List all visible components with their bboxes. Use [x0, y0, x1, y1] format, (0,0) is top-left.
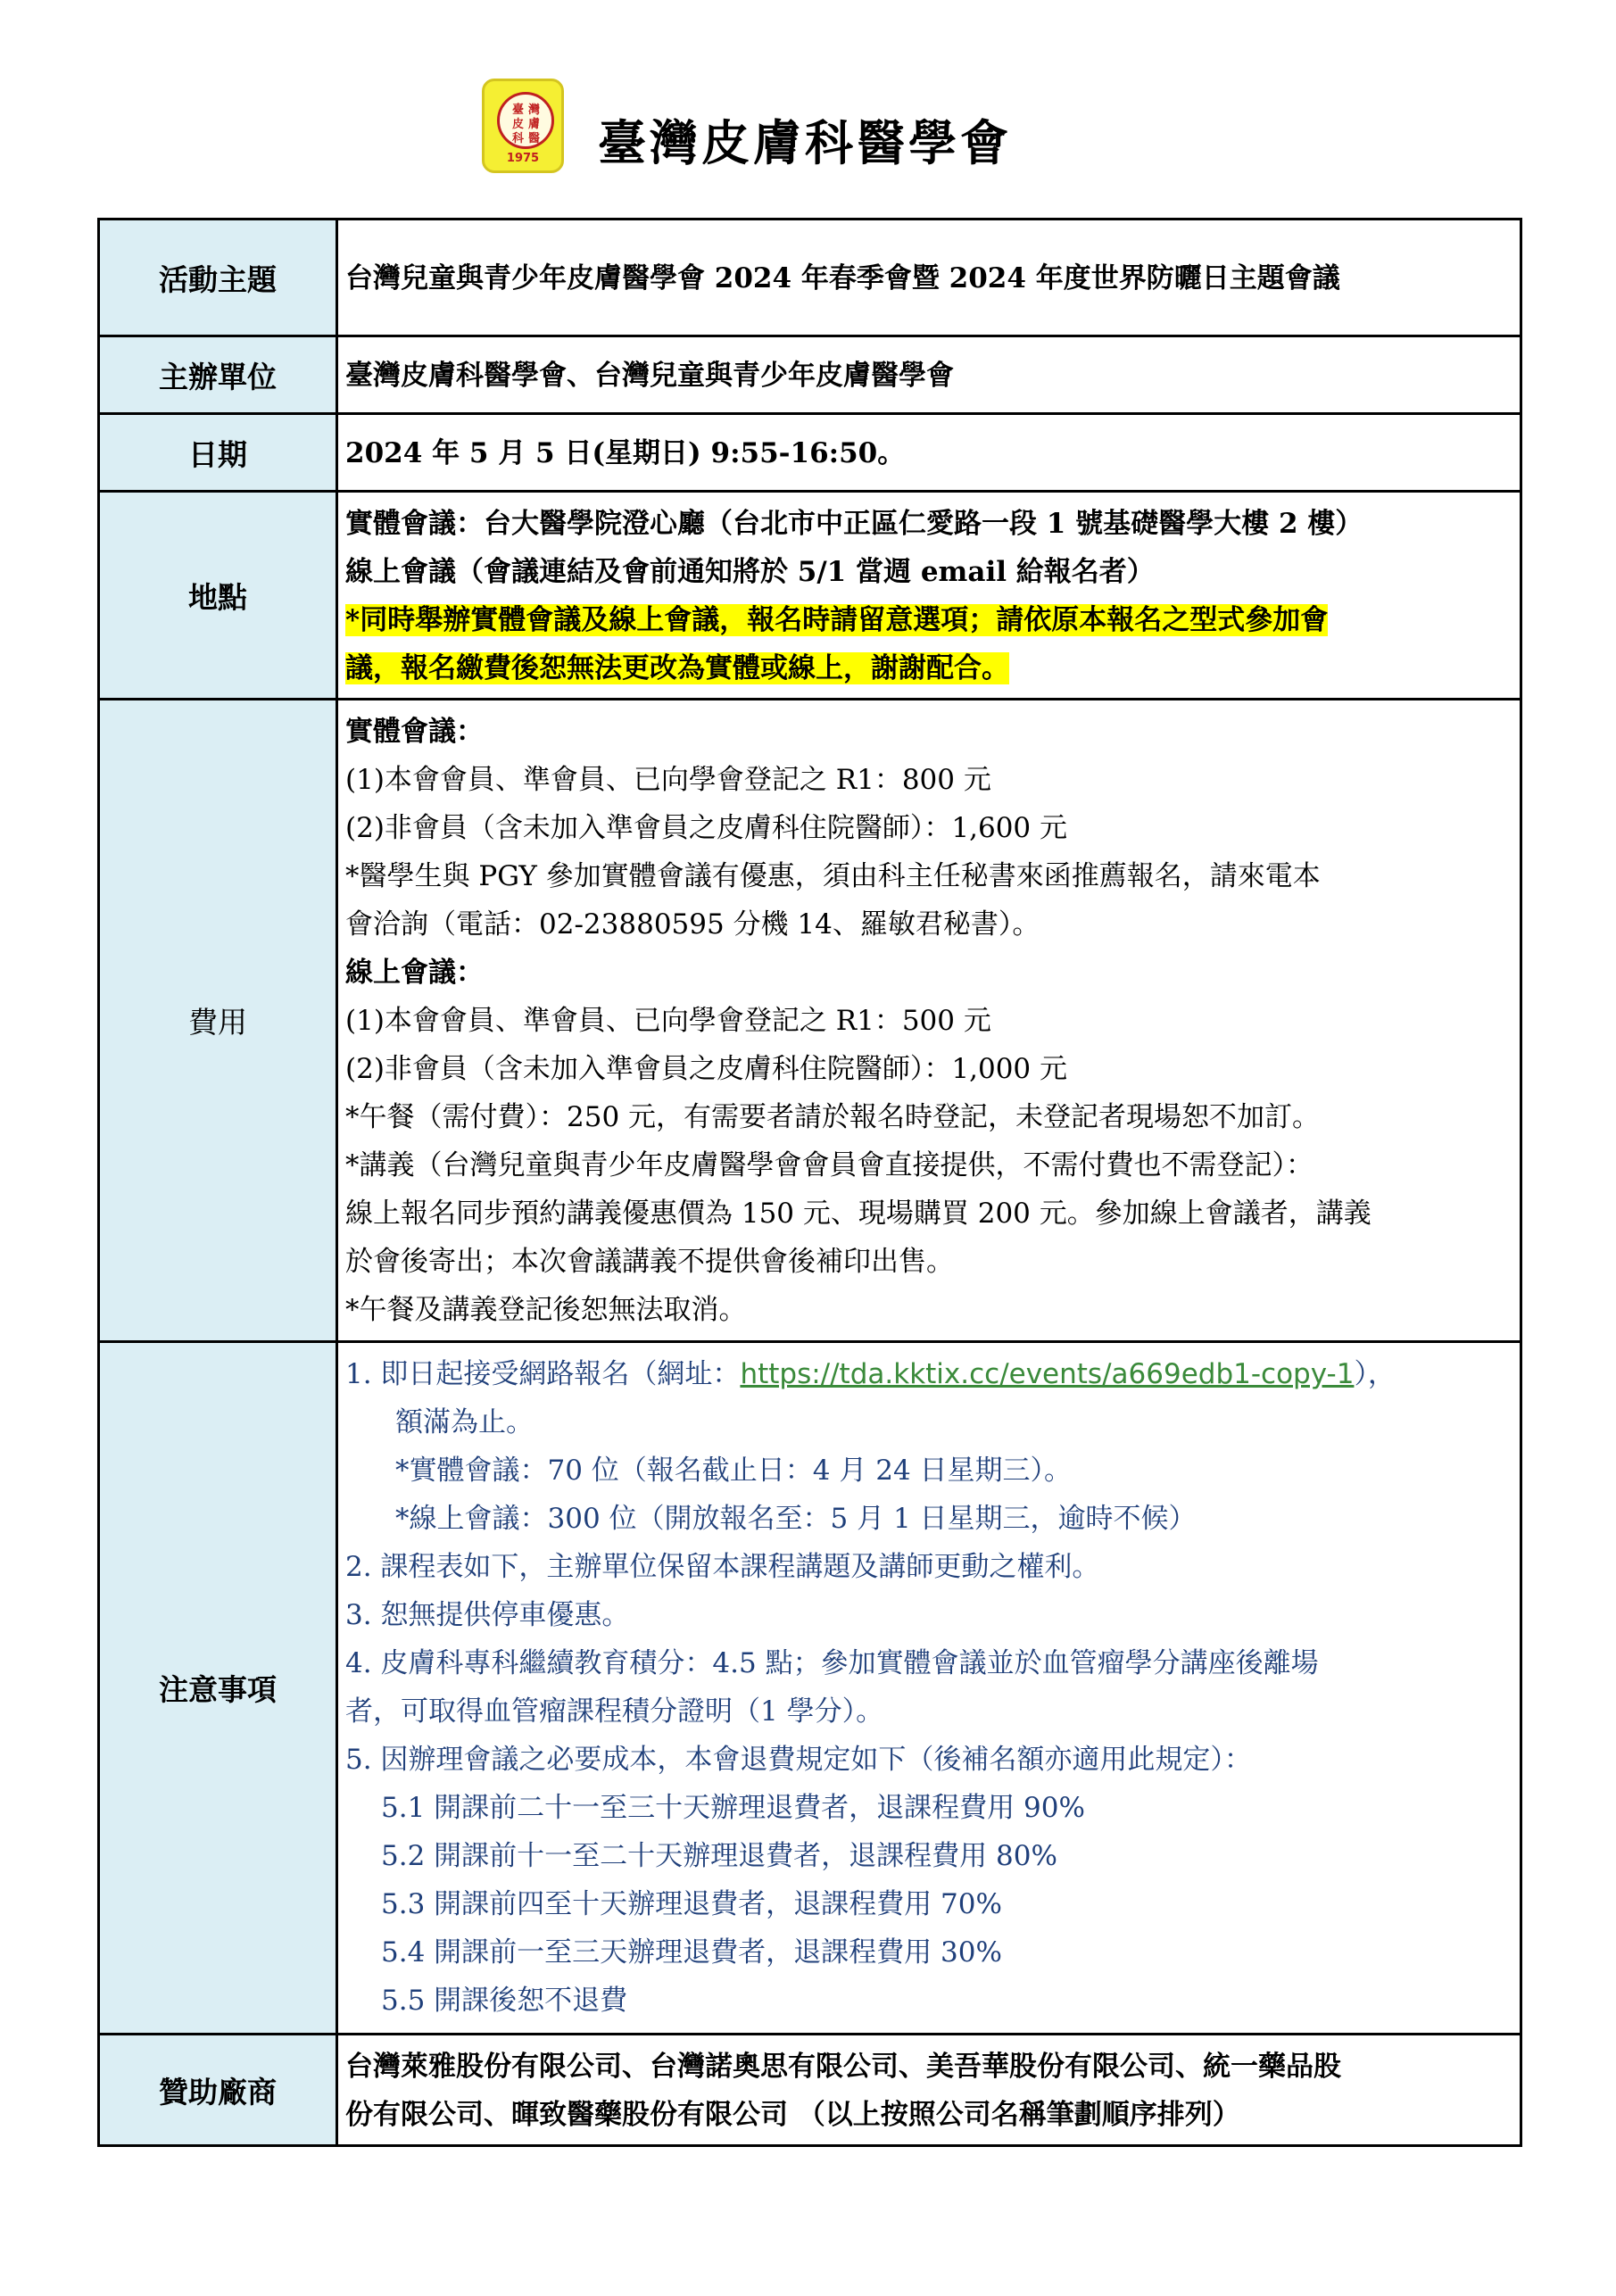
- row-date: [99, 414, 1521, 492]
- logo-char: 醫: [528, 132, 541, 145]
- logo-char: 灣: [528, 104, 541, 117]
- logo-seal: [497, 92, 554, 149]
- note-1-physical-quota: *實體會議：70 位（報名截止日：4 月 24 日星期三）。: [395, 1455, 1073, 1487]
- organization-title: 臺灣皮膚科醫學會: [598, 114, 1012, 171]
- location-physical: 實體會議：台大醫學院澄心廳（台北市中正區仁愛路一段 1 號基礎醫學大樓 2 樓）: [345, 508, 1363, 540]
- fee-lunch: *午餐（需付費）：250 元，有需要者請於報名時登記，未登記者現場恕不加訂。: [345, 1101, 1321, 1133]
- refund-rule-1: 5.1 開課前二十一至三十天辦理退費者，退課程費用 90%: [381, 1792, 1085, 1824]
- date-value: 2024 年 5 月 5 日(星期日) 9:55-16:50。: [337, 414, 1521, 492]
- row-topic: [99, 220, 1521, 336]
- fee-physical-nonmember: (2)非會員（含未加入準會員之皮膚科住院醫師）：1,600 元: [345, 812, 1068, 844]
- fee-online-title: 線上會議：: [345, 957, 484, 989]
- refund-rule-2: 5.2 開課前十一至二十天辦理退費者，退課程費用 80%: [381, 1840, 1057, 1872]
- fee-physical-note: *醫學生與 PGY 參加實體會議有優惠，須由科主任秘書來函推薦報名，請來電本: [345, 860, 1321, 892]
- row-organizer: [99, 336, 1521, 414]
- note-1-cont: 額滿為止。: [395, 1406, 534, 1438]
- note-4: 4. 皮膚科專科繼續教育積分：4.5 點；參加實體會議並於血管瘤學分講座後離場: [345, 1647, 1319, 1679]
- refund-rule-3: 5.3 開課前四至十天辦理退費者，退課程費用 70%: [381, 1888, 1002, 1920]
- sponsors-value: [337, 2035, 1521, 2146]
- row-fee: [99, 700, 1521, 1342]
- refund-rule-4: 5.4 開課前一至三天辦理退費者，退課程費用 30%: [381, 1936, 1002, 1969]
- note-2: 2. 課程表如下，主辦單位保留本課程講題及講師更動之權利。: [345, 1551, 1100, 1583]
- notes-value: [337, 1342, 1521, 2035]
- fee-value: [337, 700, 1521, 1342]
- logo-year: 1975: [506, 152, 540, 165]
- topic-label: 活動主題: [99, 220, 337, 336]
- location-online: 線上會議（會議連結及會前通知將於 5/1 當週 email 給報名者）: [345, 556, 1155, 588]
- fee-cancel-note: *午餐及講義登記後恕無法取消。: [345, 1294, 747, 1326]
- logo-char: 膚: [528, 118, 541, 131]
- refund-rule-5: 5.5 開課後恕不退費: [381, 1985, 628, 2017]
- row-location: [99, 492, 1521, 700]
- fee-handout-cont: 線上報名同步預約講義優惠價為 150 元、現場購買 200 元。參加線上會議者，講義: [345, 1198, 1372, 1230]
- note-1-prefix: 1. 即日起接受網路報名（網址：: [345, 1358, 741, 1390]
- note-4-cont: 者，可取得血管瘤課程積分證明（1 學分）。: [345, 1695, 884, 1728]
- note-1-suffix: ），: [1354, 1358, 1396, 1390]
- logo-char: 皮: [512, 118, 525, 131]
- document-header: [0, 0, 1616, 214]
- organizer-label: 主辦單位: [99, 336, 337, 414]
- sponsors-line-2: 份有限公司、暉致醫藥股份有限公司 （以上按照公司名稱筆劃順序排列）: [345, 2099, 1240, 2131]
- location-highlight-note: *同時舉辦實體會議及線上會議，報名時請留意選項；請依原本報名之型式參加會: [345, 604, 1329, 636]
- note-1: [345, 1350, 1514, 1398]
- fee-online-nonmember: (2)非會員（含未加入準會員之皮膚科住院醫師）：1,000 元: [345, 1053, 1068, 1085]
- fee-handout: *講義（台灣兒童與青少年皮膚醫學會會員會直接提供，不需付費也不需登記）：: [345, 1149, 1314, 1181]
- fee-online-member: (1)本會會員、準會員、已向學會登記之 R1：500 元: [345, 1005, 991, 1037]
- logo-char: 科: [512, 132, 525, 145]
- sponsors-label: 贊助廠商: [99, 2035, 337, 2146]
- topic-value: 台灣兒童與青少年皮膚醫學會 2024 年春季會暨 2024 年度世界防曬日主題會議: [337, 220, 1521, 336]
- fee-physical-member: (1)本會會員、準會員、已向學會登記之 R1：800 元: [345, 764, 991, 796]
- registration-link[interactable]: https://tda.kktix.cc/events/a669edb1-copy-1: [740, 1358, 1355, 1390]
- organizer-value: 臺灣皮膚科醫學會、台灣兒童與青少年皮膚醫學會: [337, 336, 1521, 414]
- fee-handout-cont2: 於會後寄出；本次會議講義不提供會後補印出售。: [345, 1246, 954, 1278]
- sponsors-line-1: 台灣萊雅股份有限公司、台灣諾奧思有限公司、美吾華股份有限公司、統一藥品股: [345, 2051, 1341, 2083]
- note-3: 3. 恕無提供停車優惠。: [345, 1599, 630, 1631]
- notes-label: 注意事項: [99, 1342, 337, 2035]
- note-5: 5. 因辦理會議之必要成本，本會退費規定如下（後補名額亦適用此規定）：: [345, 1744, 1252, 1776]
- event-info-table: [97, 218, 1522, 2147]
- date-label: 日期: [99, 414, 337, 492]
- row-notes: [99, 1342, 1521, 2035]
- association-logo: [482, 79, 564, 173]
- fee-physical-title: 實體會議：: [345, 716, 484, 748]
- location-label: 地點: [99, 492, 337, 700]
- row-sponsors: [99, 2035, 1521, 2146]
- fee-label: 費用: [99, 700, 337, 1342]
- logo-char: 臺: [512, 104, 525, 117]
- note-1-online-quota: *線上會議：300 位（開放報名至：5 月 1 日星期三，逾時不候）: [395, 1503, 1197, 1535]
- fee-physical-note-cont: 會洽詢（電話：02-23880595 分機 14、羅敏君秘書）。: [345, 908, 1040, 941]
- location-highlight-note-cont: 議，報名繳費後恕無法更改為實體或線上，謝謝配合。: [345, 652, 1009, 684]
- location-value: [337, 492, 1521, 700]
